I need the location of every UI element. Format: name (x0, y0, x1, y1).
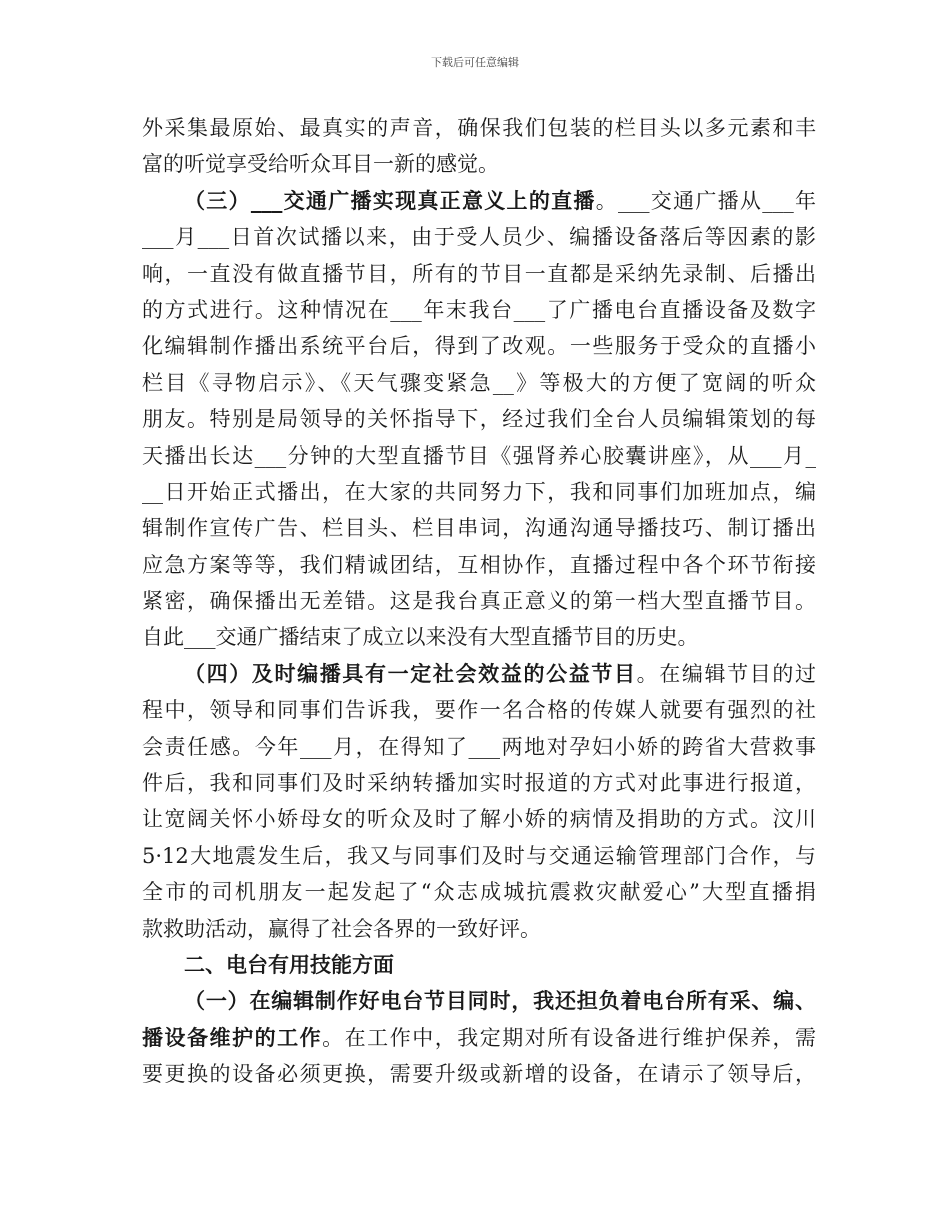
text-line (142, 183, 816, 219)
text-line (142, 474, 816, 510)
text-line (142, 110, 816, 146)
bold-text: （一）在编辑制作好电台节目同时，我还担负着电台所有采、编、 (184, 988, 816, 1014)
text-line (142, 874, 816, 910)
text-line (142, 838, 816, 874)
bold-text: （四）及时编播具有一定社会效益的公益节目 (184, 660, 637, 686)
body-text: 应急方案等等，我们精诚团结，互相协作，直播过程中各个环节衔接 (142, 552, 816, 577)
body-text: 栏目《寻物启示》、《天气骤变紧急__》等极大的方便了宽阔的听众 (142, 370, 816, 395)
body-text: 的方式进行。这种情况在___年末我台___了广播电台直播设备及数字 (142, 297, 816, 322)
text-line (142, 547, 816, 583)
body-text: 让宽阔关怀小娇母女的听众及时了解小娇的病情及捐助的方式。汶川 (142, 807, 816, 832)
text-line (142, 219, 816, 255)
text-line (142, 765, 816, 801)
text-line (142, 583, 816, 619)
text-line (142, 1020, 816, 1056)
body-text: 要更换的设备必须更换，需要升级或新增的设备，在请示了领导后， (142, 1062, 816, 1087)
bold-text: 二、电台有用技能方面 (184, 951, 394, 977)
body-text: 。在工作中，我定期对所有设备进行维护保养，需 (322, 1025, 817, 1050)
body-text: 。在编辑节目的过 (636, 661, 817, 686)
bold-text: （三）___交通广播实现真正意义上的直播 (184, 187, 596, 213)
body-text: 。___交通广播从___年 (595, 188, 817, 213)
body-text: 响，一直没有做直播节目，所有的节目一直都是采纳先录制、后播出 (142, 261, 816, 286)
text-line (142, 729, 816, 765)
text-line (142, 911, 816, 947)
body-text: 辑制作宣传广告、栏目头、栏目串词，沟通沟通导播技巧、制订播出 (142, 516, 816, 541)
bold-text: 播设备维护的工作 (142, 1024, 323, 1050)
document-body (142, 110, 816, 1093)
body-text: ___月___日首次试播以来，由于受人员少、编播设备落后等因素的影 (142, 225, 816, 250)
body-text: 富的听觉享受给听众耳目一新的感觉。 (142, 152, 499, 177)
body-text: 会责任感。今年___月，在得知了___两地对孕妇小娇的跨省大营救事 (142, 734, 816, 759)
text-line (142, 365, 816, 401)
body-text: 化编辑制作播出系统平台后，得到了改观。一些服务于受众的直播小 (142, 334, 816, 359)
text-line (142, 328, 816, 364)
page-header: 下载后可任意编辑 (431, 56, 519, 69)
text-line (142, 1056, 816, 1092)
body-text: 外采集最原始、最真实的声音，确保我们包装的栏目头以多元素和丰 (142, 116, 816, 140)
text-line (142, 146, 816, 182)
body-text: 朋友。特别是局领导的关怀指导下，经过我们全台人员编辑策划的每 (142, 407, 816, 432)
body-text: __日开始正式播出，在大家的共同努力下，我和同事们加班加点，编 (142, 479, 816, 504)
text-line (142, 292, 816, 328)
text-line (142, 801, 816, 837)
body-text: 自此___交通广播结束了成立以来没有大型直播节目的历史。 (142, 625, 699, 650)
text-line (142, 947, 816, 983)
text-line (142, 438, 816, 474)
text-line (142, 256, 816, 292)
body-text: 全市的司机朋友一起发起了“众志成城抗震救灾献爱心”大型直播捐 (142, 880, 816, 905)
body-text: 件后，我和同事们及时采纳转播加实时报道的方式对此事进行报道， (142, 771, 816, 796)
body-text: 天播出长达___分钟的大型直播节目《强肾养心胶囊讲座》，从___月_ (142, 443, 816, 468)
text-line (142, 401, 816, 437)
body-text: 程中，领导和同事们告诉我，要作一名合格的传媒人就要有强烈的社 (142, 698, 816, 723)
text-line (142, 983, 816, 1019)
body-text: 款救助活动，赢得了社会各界的一致好评。 (142, 916, 541, 941)
text-line (142, 692, 816, 728)
body-text: 5·12大地震发生后，我又与同事们及时与交通运输管理部门合作，与 (142, 843, 816, 868)
text-line (142, 510, 816, 546)
text-line (142, 619, 816, 655)
text-line (142, 656, 816, 692)
body-text: 紧密，确保播出无差错。这是我台真正意义的第一档大型直播节目。 (142, 589, 816, 614)
